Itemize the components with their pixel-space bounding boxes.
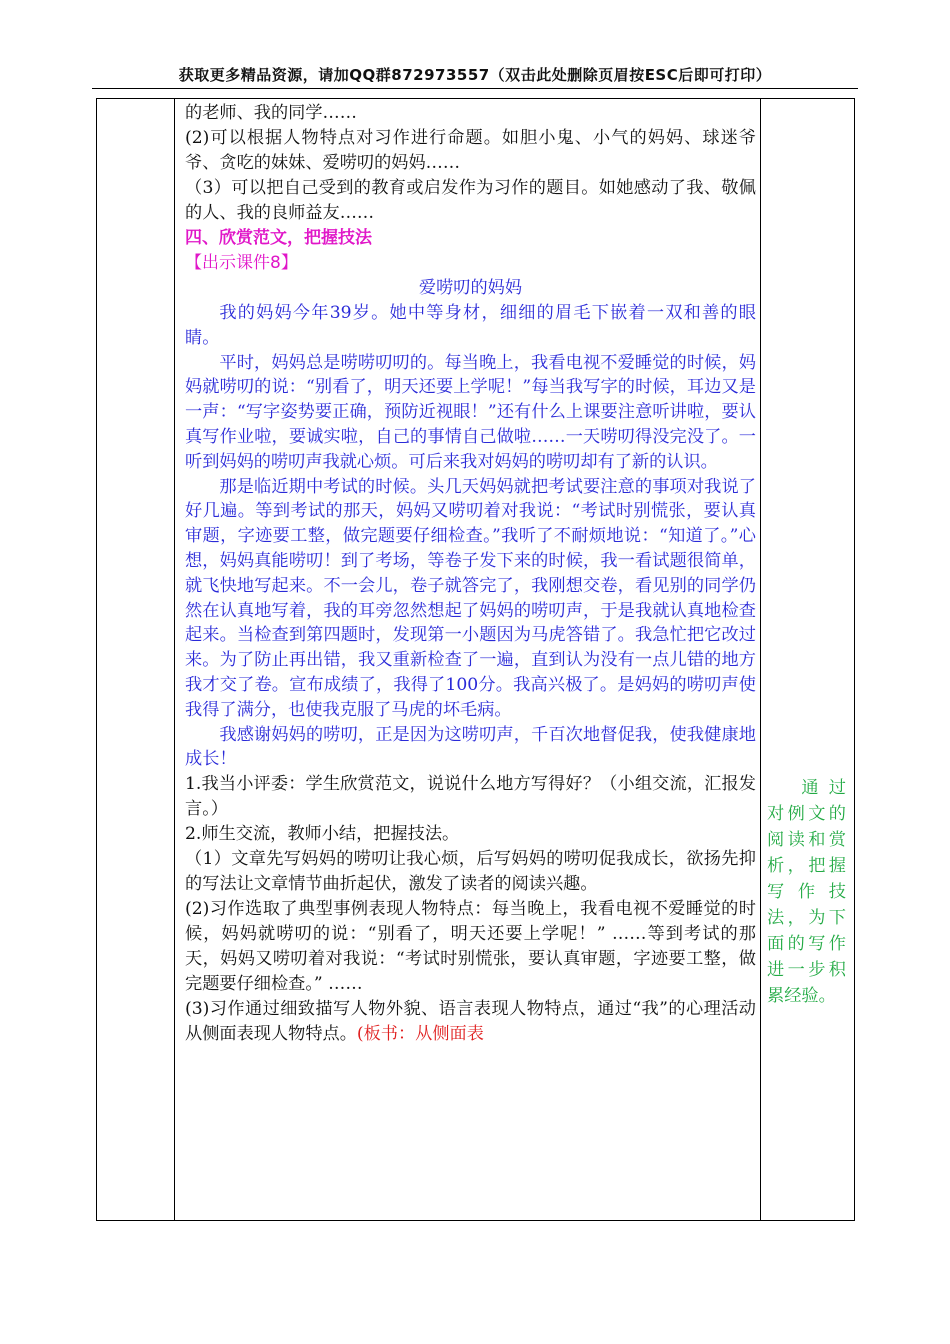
blackboard-note: (板书：从侧面表 — [356, 1024, 484, 1045]
section-heading: 四、欣赏范文，把握技法 — [185, 228, 372, 248]
essay-paragraph: 我感谢妈妈的唠叨，正是因为这唠叨声，千百次地督促我，使我健康地成长！ — [185, 724, 756, 770]
summary-2: (2)习作选取了典型事例表现人物特点：每当晚上，我看电视不爱睡觉的时候，妈妈就唠叨的说：“别看了，明天还要上学呢！” ……等到考试的那天，妈妈又唠叨着对我说：“考试时别慌张，要认真审题，字迹要工整，做完题要仔细检查。” …… — [185, 899, 756, 995]
activity-1: 1.我当小评委：学生欣赏范文，说说什么地方写得好？（小组交流，汇报发言。） — [185, 774, 756, 820]
essay-paragraph: 平时，妈妈总是唠唠叨叨的。每当晚上，我看电视不爱睡觉的时候，妈妈就唠叨的说：“别看了，明天还要上学呢！”每当我写字的时候，耳边又是一声：“写字姿势要正确，预防近视眼！”还有什么上课要注意听讲啦，要认真写作业啦，要诚实啦，自己的事情自己做啦……一天唠叨得没完没了。一听到妈妈的唠叨声我就心烦。可后来我对妈妈的唠叨却有了新的认识。 — [185, 352, 756, 472]
callout-suffix: 】 — [280, 253, 298, 273]
summary-3 — [185, 997, 756, 1047]
page-header: 获取更多精品资源，请加QQ群872973557（双击此处删除页眉按ESC后即可打印） — [92, 64, 858, 89]
summary-3-text: (3)习作通过细致描写人物外貌、语言表现人物特点，通过“我”的心理活动从侧面表现人物特点。 — [185, 999, 756, 1045]
essay-paragraph: 那是临近期中考试的时候。头几天妈妈就把考试要注意的事项对我说了好几遍。等到考试的那天，妈妈又唠叨着对我说：“考试时别慌张，要认真审题，字迹要工整，做完题要仔细检查。”我听了不耐烦地说：“知道了。”心想，妈妈真能唠叨！到了考场，等卷子发下来的时候，我一看试题很简单，就飞快地写起来。不一会儿，卷子就答完了，我刚想交卷，看见别的同学仍然在认真地写着，我的耳旁忽然想起了妈妈的唠叨声，于是我就认真地检查起来。当检查到第四题时，发现第一小题因为马虎答错了。我急忙把它改过来。为了防止再出错，我又重新检查了一遍，直到认为没有一点儿错的地方我才交了卷。宣布成绩了，我得了100分。我高兴极了。是妈妈的唠叨声使我得了满分，也使我克服了马虎的坏毛病。 — [185, 476, 756, 720]
essay-title: 爱唠叨的妈妈 — [418, 278, 523, 298]
intro-line-3: （3）可以把自己受到的教育或启发作为习作的题目。如她感动了我、敬佩的人、我的良师益友…… — [185, 178, 756, 223]
callout-prefix: 【出示课件 — [185, 253, 270, 273]
left-column — [97, 99, 175, 1220]
intro-line-2: (2)可以根据人物特点对习作进行命题。如胆小鬼、小气的妈妈、球迷爷爷、贪吃的妹妹、爱唠叨的妈妈…… — [185, 128, 756, 173]
courseware-callout — [185, 251, 756, 276]
teaching-process-column — [175, 99, 761, 1220]
callout-number: 8 — [270, 253, 281, 273]
design-intent-column — [761, 99, 854, 1220]
summary-1: （1）文章先写妈妈的唠叨让我心烦，后写妈妈的唠叨促我成长，欲扬先抑的写法让文章情节曲折起伏，激发了读者的阅读兴趣。 — [185, 849, 756, 895]
lesson-table — [96, 98, 855, 1221]
activity-2: 2.师生交流，教师小结，把握技法。 — [185, 824, 460, 845]
model-essay — [185, 301, 756, 772]
intro-line-1: 的老师、我的同学…… — [185, 103, 357, 123]
design-note: 通过对例文的阅读和赏析，把握写作技法，为下面的写作进一步积累经验。 — [767, 778, 846, 1006]
essay-paragraph: 我的妈妈今年39岁。她中等身材，细细的眉毛下嵌着一双和善的眼睛。 — [185, 303, 756, 348]
